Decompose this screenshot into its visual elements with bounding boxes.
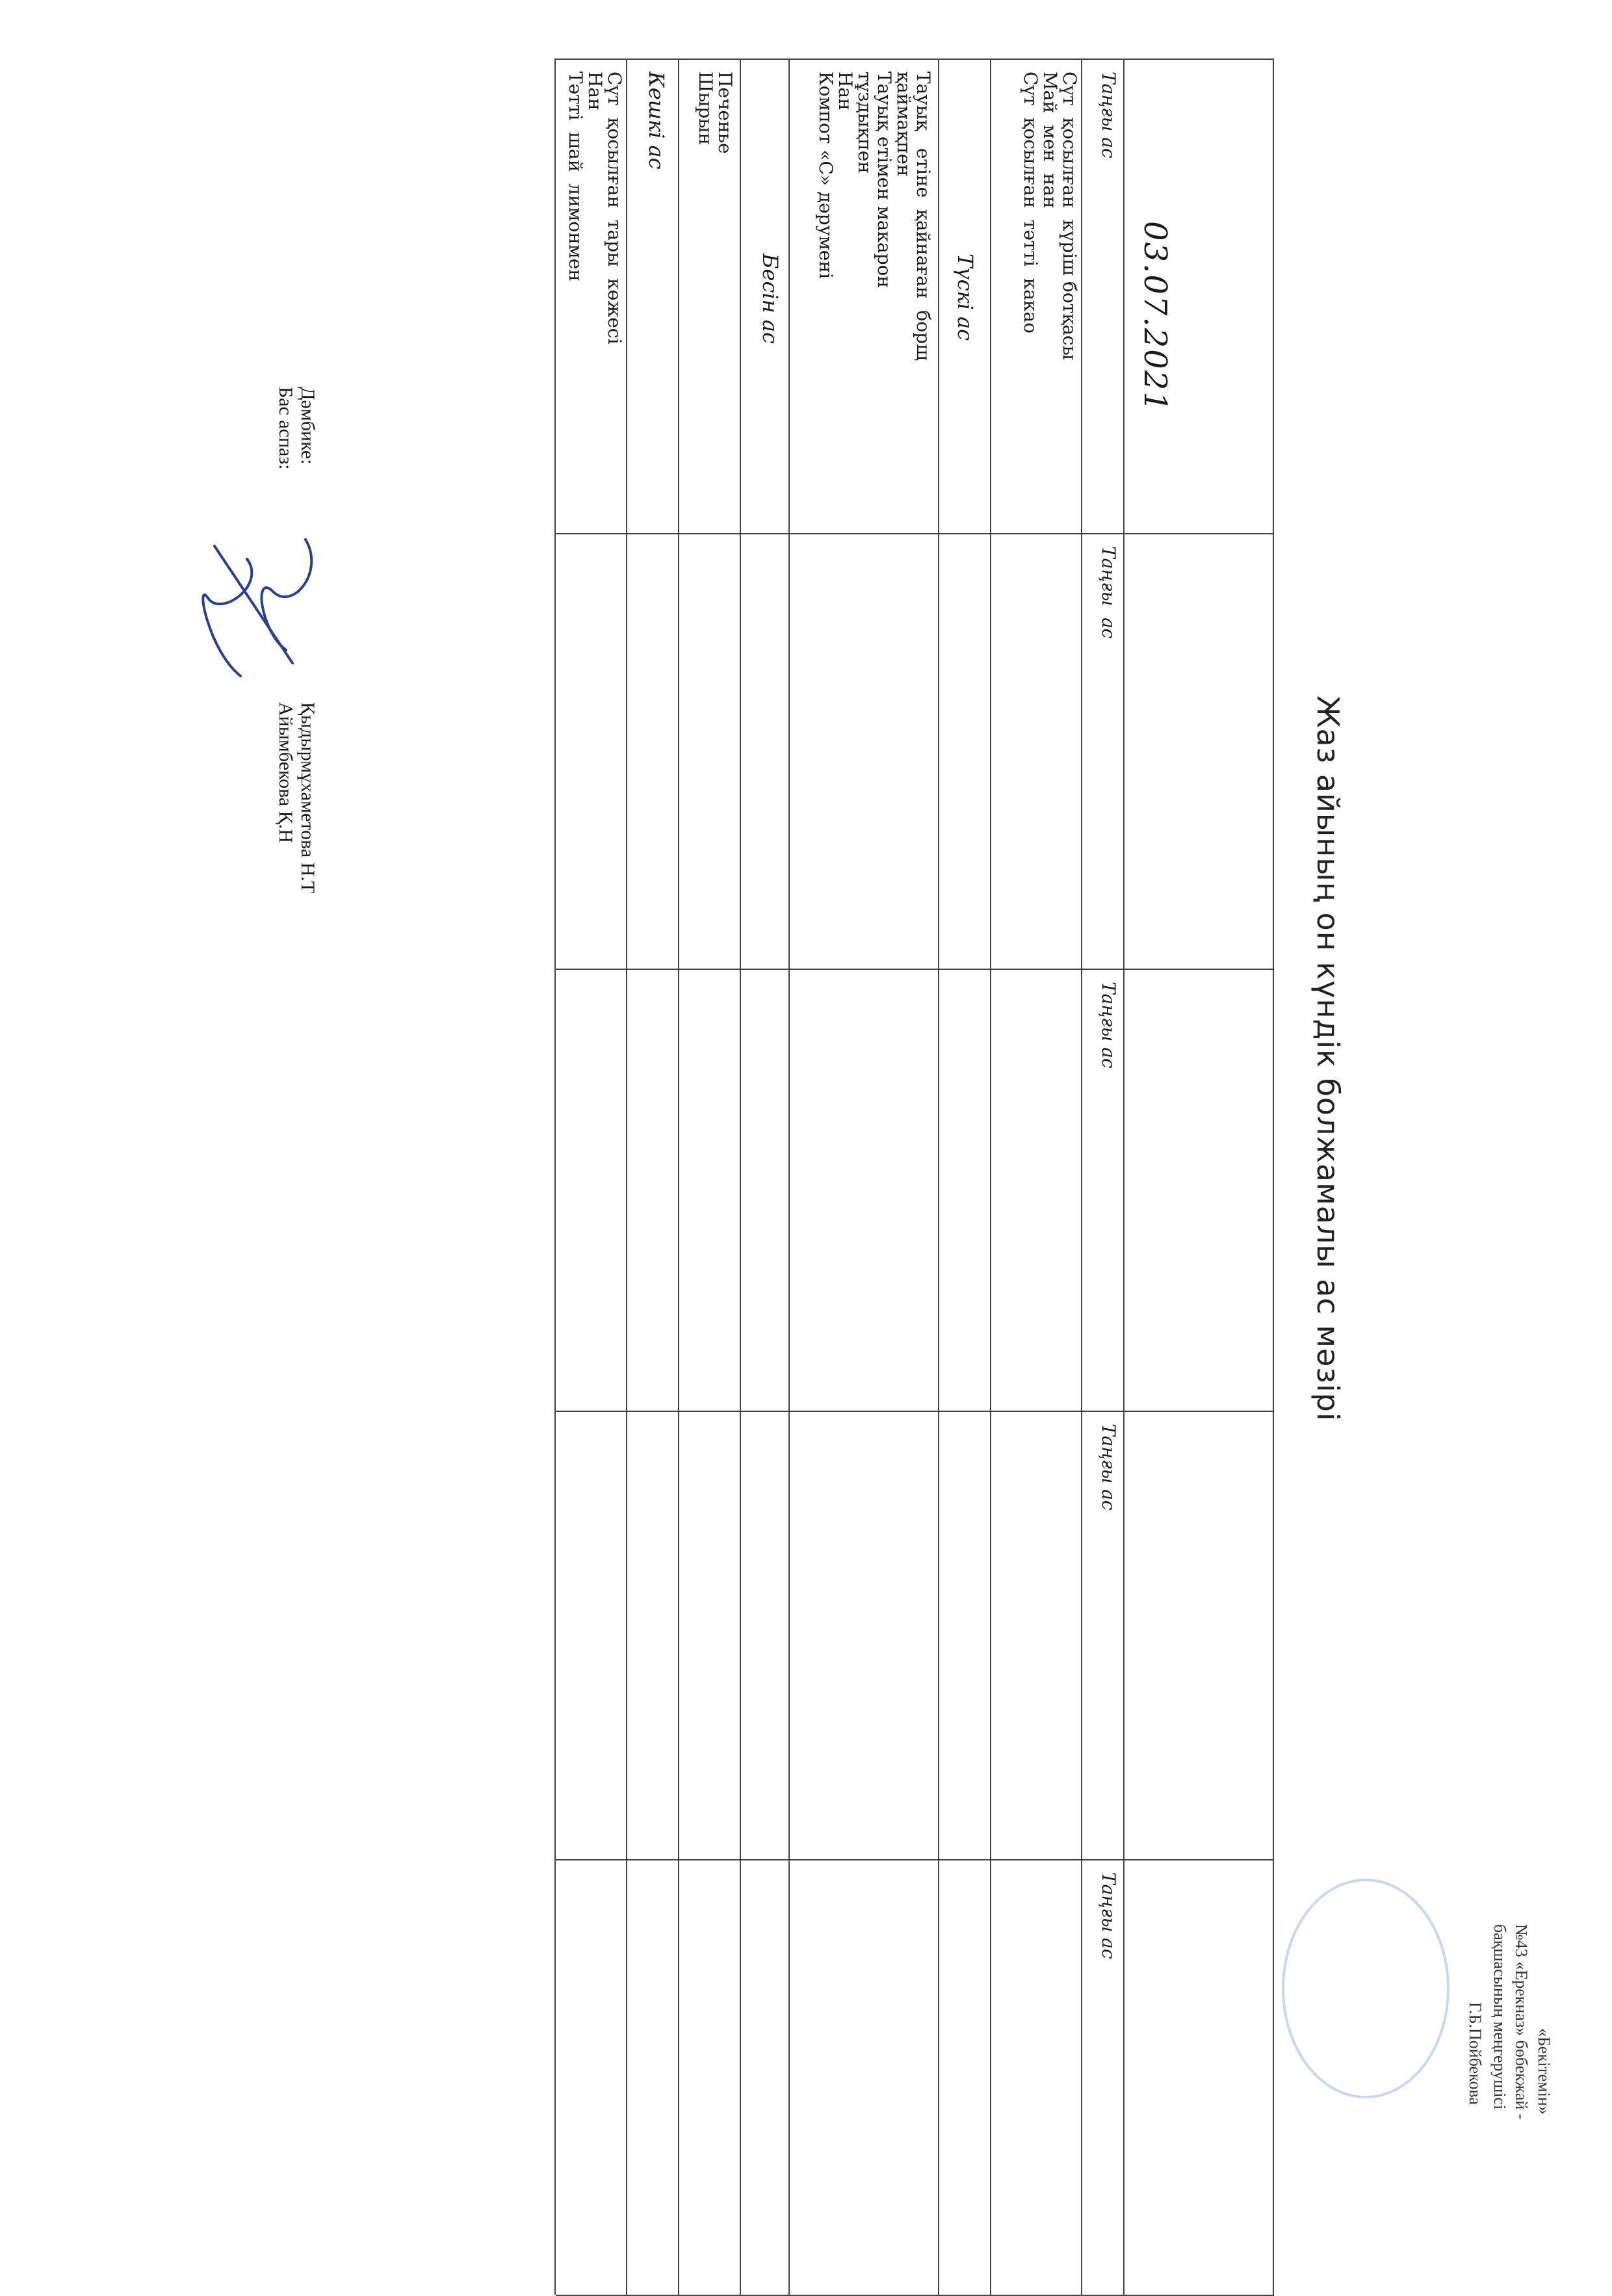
page-title: Жаз айының он күндік болжамалы ас мәзірі bbox=[1310, 696, 1346, 1422]
table-row-divider bbox=[1081, 59, 1082, 2295]
signature-names bbox=[274, 702, 318, 893]
table-col-divider bbox=[556, 533, 1274, 534]
signature-roles bbox=[274, 387, 318, 470]
day1-snack-label: Бесін ас bbox=[758, 254, 783, 344]
table-row-divider bbox=[1123, 59, 1124, 2295]
day1-breakfast-items: Сүт қосылған күріш ботқасы Май мен нан Сүт қосылған тәтті какао bbox=[1020, 72, 1080, 360]
table-row-divider bbox=[740, 59, 741, 2295]
day1-snack-items: Печенье Шырын bbox=[695, 72, 736, 154]
table-border-bottom bbox=[554, 59, 556, 2295]
role-chef: Бас аспаз: bbox=[275, 387, 296, 470]
menu-table bbox=[0, 59, 1274, 2295]
day3-breakfast-label: Таңғы ас bbox=[1098, 982, 1119, 1069]
day1-lunch-items: Тауық етіне қайнаған борщ қаймақпен Тауық етімен макарон тұздықпен Нан Компот «С» дәрумені bbox=[815, 72, 934, 361]
table-row-divider bbox=[990, 59, 991, 2295]
stamp-approve: «Бекітемін» bbox=[1535, 2028, 1554, 2115]
table-row-divider bbox=[678, 59, 679, 2295]
table-col-divider bbox=[556, 1859, 1274, 1860]
day1-dinner-label: Кешкі ас bbox=[644, 72, 669, 170]
role-nurse: Дәмбике: bbox=[297, 387, 318, 465]
table-border-top bbox=[1273, 59, 1274, 2295]
name-nurse: Қыдырмұхаметова Н.Т bbox=[297, 702, 318, 894]
day2-breakfast-label: Таңғы ас bbox=[1098, 546, 1119, 639]
name-chef: Айымбекова Қ.Н bbox=[275, 702, 296, 843]
day1-dinner-items: Сүт қосылған тары көжесі Нан Тәтті шай лимонмен bbox=[565, 72, 625, 345]
stamp-head-name: Г.Б.Пойбекова bbox=[1466, 2002, 1485, 2105]
day1-date: 03.07.2021 bbox=[1137, 221, 1173, 413]
table-border-left bbox=[556, 59, 1274, 60]
table-row-divider bbox=[938, 59, 939, 2295]
table-col-divider bbox=[556, 969, 1274, 970]
day1-breakfast-label: Таңғы ас bbox=[1098, 72, 1119, 159]
day4-breakfast-label: Таңғы ас bbox=[1098, 1424, 1119, 1511]
stamp-institution: №43 «Ерекназ» бөбекжай - bbox=[1512, 1924, 1531, 2120]
approval-seal bbox=[1282, 1879, 1450, 2098]
day5-breakfast-label: Таңғы ас bbox=[1098, 1872, 1119, 1959]
table-col-divider bbox=[556, 1411, 1274, 1412]
handwritten-signature bbox=[188, 520, 332, 689]
stamp-position: бақшасының меңгерушісі bbox=[1490, 1924, 1509, 2110]
day1-lunch-label: Түскі ас bbox=[953, 254, 978, 341]
table-row-divider bbox=[788, 59, 790, 2295]
table-row-divider bbox=[626, 59, 627, 2295]
